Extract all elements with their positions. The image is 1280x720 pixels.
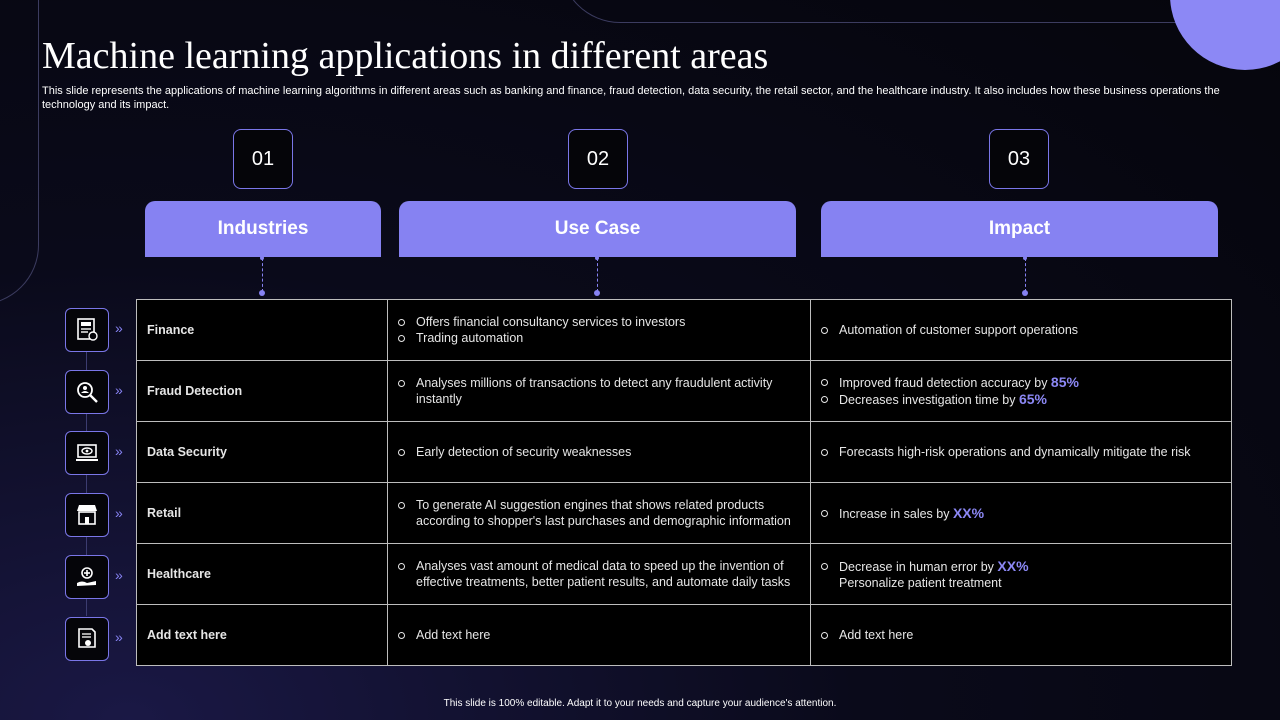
column-number-impact: 03 bbox=[989, 129, 1049, 189]
column-number-industries: 01 bbox=[233, 129, 293, 189]
use-case-item: Early detection of security weaknesses bbox=[398, 444, 800, 460]
impact-value: 85% bbox=[1050, 374, 1079, 390]
impact-item: Personalize patient treatment bbox=[839, 575, 1002, 590]
impact-cell bbox=[811, 300, 1232, 361]
fraud-search-icon bbox=[65, 370, 109, 414]
impact-cell bbox=[811, 361, 1232, 422]
impact-item: Improved fraud detection accuracy by 85% bbox=[821, 374, 1221, 391]
column-header-industries: Industries bbox=[145, 201, 381, 257]
column-header-use-case: Use Case bbox=[399, 201, 796, 257]
industry-cell: Retail bbox=[137, 483, 388, 544]
use-case-cell bbox=[388, 544, 811, 605]
chevron-right-icon: » bbox=[115, 382, 120, 398]
decorative-arc-left bbox=[0, 0, 39, 305]
impact-item: Add text here bbox=[821, 627, 1221, 643]
use-case-cell bbox=[388, 300, 811, 361]
impact-value: 65% bbox=[1018, 391, 1047, 407]
use-case-cell bbox=[388, 422, 811, 483]
chevron-right-icon: » bbox=[115, 320, 120, 336]
connector-dot bbox=[1022, 290, 1028, 296]
impact-item: Automation of customer support operations bbox=[821, 322, 1221, 338]
slide-subtitle: This slide represents the applications of machine learning algorithms in different areas such as banking and finance, fraud detection, data security, the retail sector, and the healthcare industry. It also includes how these business operations the technology and its impact. bbox=[42, 85, 1220, 111]
use-case-cell bbox=[388, 483, 811, 544]
table-row bbox=[137, 422, 1232, 483]
decorative-corner-circle bbox=[1170, 0, 1280, 70]
use-case-item: To generate AI suggestion engines that shows related products according to shopper's last purchases and demographic information bbox=[398, 497, 800, 529]
slide-footer: This slide is 100% editable. Adapt it to your needs and capture your audience's attention. bbox=[443, 698, 837, 709]
table-row bbox=[137, 300, 1232, 361]
table-row bbox=[137, 605, 1232, 666]
industry-cell: Data Security bbox=[137, 422, 388, 483]
impact-cell bbox=[811, 544, 1232, 605]
use-case-item: Trading automation bbox=[398, 330, 800, 346]
store-icon bbox=[65, 493, 109, 537]
impact-cell bbox=[811, 605, 1232, 666]
impact-item: Increase in sales by XX% bbox=[821, 505, 1221, 522]
chevron-right-icon: » bbox=[115, 567, 120, 583]
use-case-item: Offers financial consultancy services to investors bbox=[398, 314, 800, 330]
use-case-cell bbox=[388, 605, 811, 666]
impact-value: XX% bbox=[997, 557, 1029, 574]
impact-item: Decrease in human error by XX% bbox=[821, 558, 1221, 575]
connector-dot bbox=[594, 290, 600, 296]
connector-line bbox=[597, 258, 598, 292]
chevron-right-icon: » bbox=[115, 505, 120, 521]
table-row bbox=[137, 361, 1232, 422]
industry-cell: Fraud Detection bbox=[137, 361, 388, 422]
industry-cell: Healthcare bbox=[137, 544, 388, 605]
connector-line bbox=[1025, 258, 1026, 292]
impact-value: XX% bbox=[952, 504, 985, 521]
impact-item: Forecasts high-risk operations and dynamically mitigate the risk bbox=[821, 444, 1221, 460]
industry-cell: Finance bbox=[137, 300, 388, 361]
applications-table bbox=[136, 299, 1232, 666]
use-case-item: Analyses vast amount of medical data to speed up the invention of effective treatments, better patient results, and automate daily tasks bbox=[398, 558, 800, 590]
table-row bbox=[137, 483, 1232, 544]
finance-document-icon bbox=[65, 308, 109, 352]
column-header-impact: Impact bbox=[821, 201, 1218, 257]
column-number-use-case: 02 bbox=[568, 129, 628, 189]
slide-title: Machine learning applications in different areas bbox=[42, 35, 769, 77]
impact-cell bbox=[811, 422, 1232, 483]
impact-cell bbox=[811, 483, 1232, 544]
decorative-arc-top bbox=[560, 0, 1261, 23]
impact-item: Decreases investigation time by 65% bbox=[821, 391, 1221, 408]
certificate-icon bbox=[65, 617, 109, 661]
use-case-cell bbox=[388, 361, 811, 422]
healthcare-hand-icon bbox=[65, 555, 109, 599]
use-case-item: Analyses millions of transactions to detect any fraudulent activity instantly bbox=[398, 375, 800, 407]
chevron-right-icon: » bbox=[115, 443, 120, 459]
table-row bbox=[137, 544, 1232, 605]
connector-dot bbox=[259, 290, 265, 296]
laptop-eye-icon bbox=[65, 431, 109, 475]
chevron-right-icon: » bbox=[115, 629, 120, 645]
use-case-item: Add text here bbox=[398, 627, 800, 643]
connector-line bbox=[262, 258, 263, 292]
industry-cell: Add text here bbox=[137, 605, 388, 666]
